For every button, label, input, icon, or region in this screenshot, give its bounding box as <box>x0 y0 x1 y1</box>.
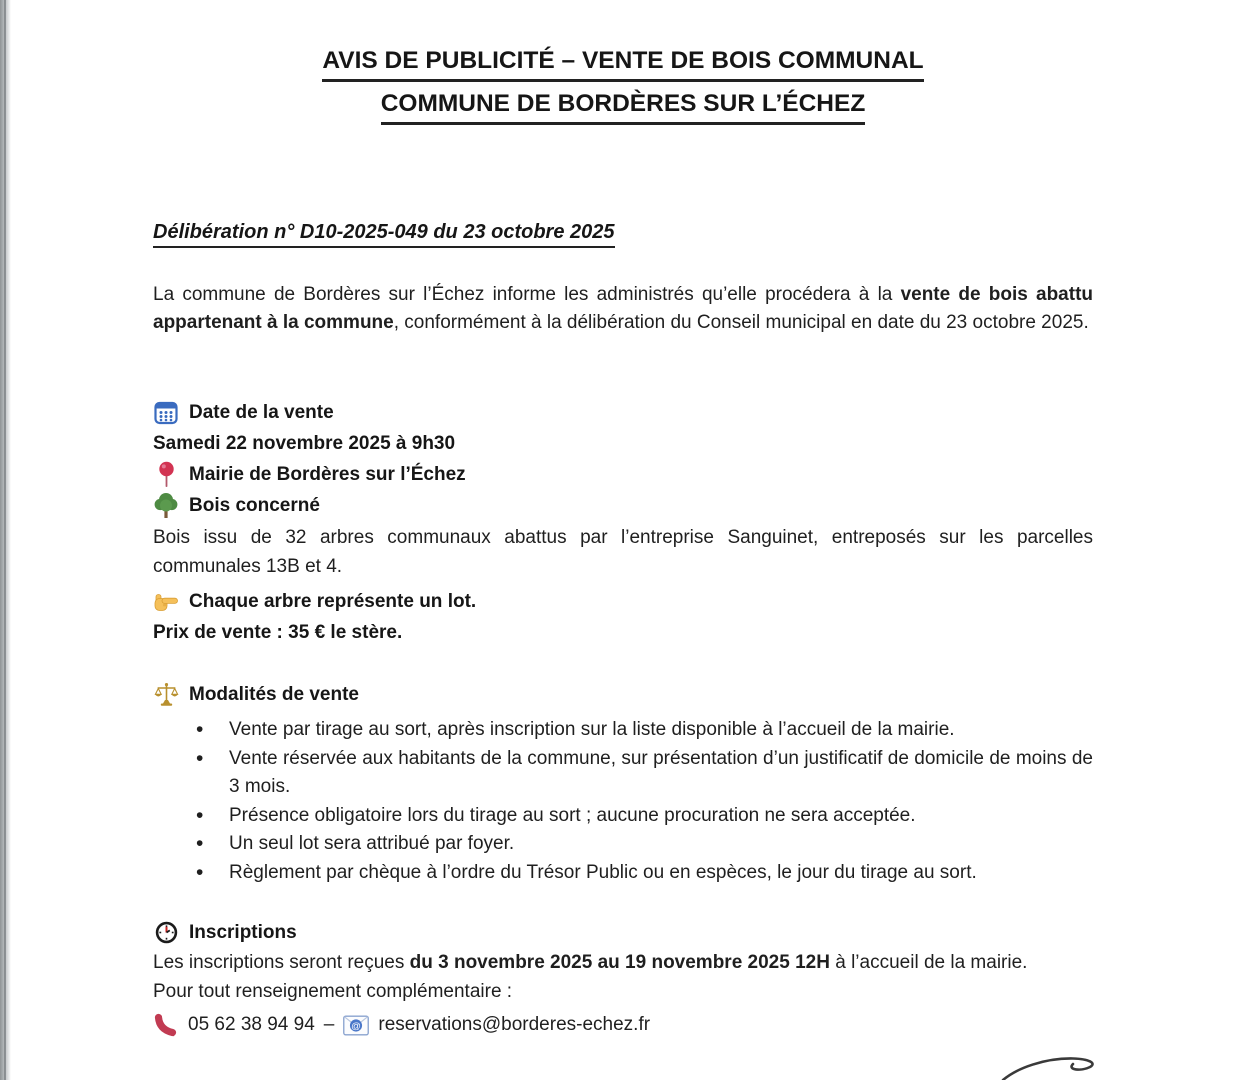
terms-item: • Présence obligatoire lors du tirage au sort ; aucune procuration ne sera acceptée. <box>196 802 1093 831</box>
calendar-icon <box>153 401 179 425</box>
terms-item: • Vente par tirage au sort, après inscription sur la liste disponible à l’accueil de la mairie. <box>196 716 1093 745</box>
sale-date-value: Samedi 22 novembre 2025 à 9h30 <box>153 433 456 454</box>
email-address: reservations@borderes-echez.fr <box>378 1014 651 1035</box>
registration-pre: Les inscriptions seront reçues <box>153 952 410 973</box>
intro-post: , conformément à la délibération du Conseil municipal en date du 23 octobre 2025. <box>393 312 1089 333</box>
deliberation-reference: Délibération n° D10-2025-049 du 23 octobre 2025 <box>153 221 1093 248</box>
wood-description: Bois issu de 32 arbres communaux abattus par l’entreprise Sanguinet, entreposés sur les parcelles communales 13B et 4. <box>153 527 1093 577</box>
lot-note-line <box>153 586 1093 617</box>
sale-location-label: Mairie de Bordères sur l’Échez <box>189 464 466 485</box>
document-title <box>153 46 1093 125</box>
signature-squiggle <box>985 1046 1125 1080</box>
registration-bold: du 3 novembre 2025 au 19 novembre 2025 12H <box>409 952 830 973</box>
contact-line <box>153 1009 1093 1041</box>
pointing-finger-icon <box>153 591 179 613</box>
pin-icon <box>153 461 179 489</box>
terms-item: • Vente réservée aux habitants de la commune, sur présentation d’un justificatif de domicile de moins de 3 mois. <box>196 745 1093 802</box>
phone-number: 05 62 38 94 94 <box>188 1014 315 1035</box>
info-line: Pour tout renseignement complémentaire : <box>153 980 513 1002</box>
wood-label: Bois concerné <box>189 495 320 516</box>
document-content <box>153 0 1093 1041</box>
terms-heading <box>153 679 1093 710</box>
registration-label: Inscriptions <box>189 922 297 943</box>
price-line: Prix de vente : 35 € le stère. <box>153 622 403 643</box>
lot-note-label: Chaque arbre représente un lot. <box>189 591 477 612</box>
terms-list <box>153 716 1093 887</box>
scales-icon <box>153 682 179 707</box>
svg-text:@: @ <box>351 1020 362 1032</box>
intro-pre: La commune de Bordères sur l’Échez informe les administrés qu’elle procédera à la <box>153 284 901 305</box>
email-icon <box>343 1015 369 1036</box>
clock-icon <box>153 921 179 944</box>
tree-icon <box>153 492 179 519</box>
registration-post: à l’accueil de la mairie. <box>829 952 1028 973</box>
wood-heading <box>153 490 1093 521</box>
intro-paragraph <box>153 281 1093 337</box>
terms-item: • Un seul lot sera attribué par foyer. <box>196 830 1093 859</box>
title-line-2: COMMUNE DE BORDÈRES SUR L’ÉCHEZ <box>153 89 1093 125</box>
terms-label: Modalités de vente <box>189 684 359 705</box>
dash-separator: – <box>323 1014 335 1035</box>
phone-icon <box>153 1012 179 1038</box>
scan-edge-line <box>4 0 6 1080</box>
title-line-1: AVIS DE PUBLICITÉ – VENTE DE BOIS COMMUNAL <box>153 46 1093 82</box>
sale-date-label: Date de la vente <box>189 402 334 423</box>
terms-item: • Règlement par chèque à l’ordre du Trésor Public ou en espèces, le jour du tirage au sort. <box>196 859 1093 888</box>
registration-heading <box>153 917 1093 948</box>
sale-date-heading <box>153 397 1093 428</box>
registration-paragraph <box>153 949 1093 978</box>
sale-location-line <box>153 459 1093 490</box>
intro-bold: vente de bois abattu appartenant à la commune <box>153 284 1094 333</box>
